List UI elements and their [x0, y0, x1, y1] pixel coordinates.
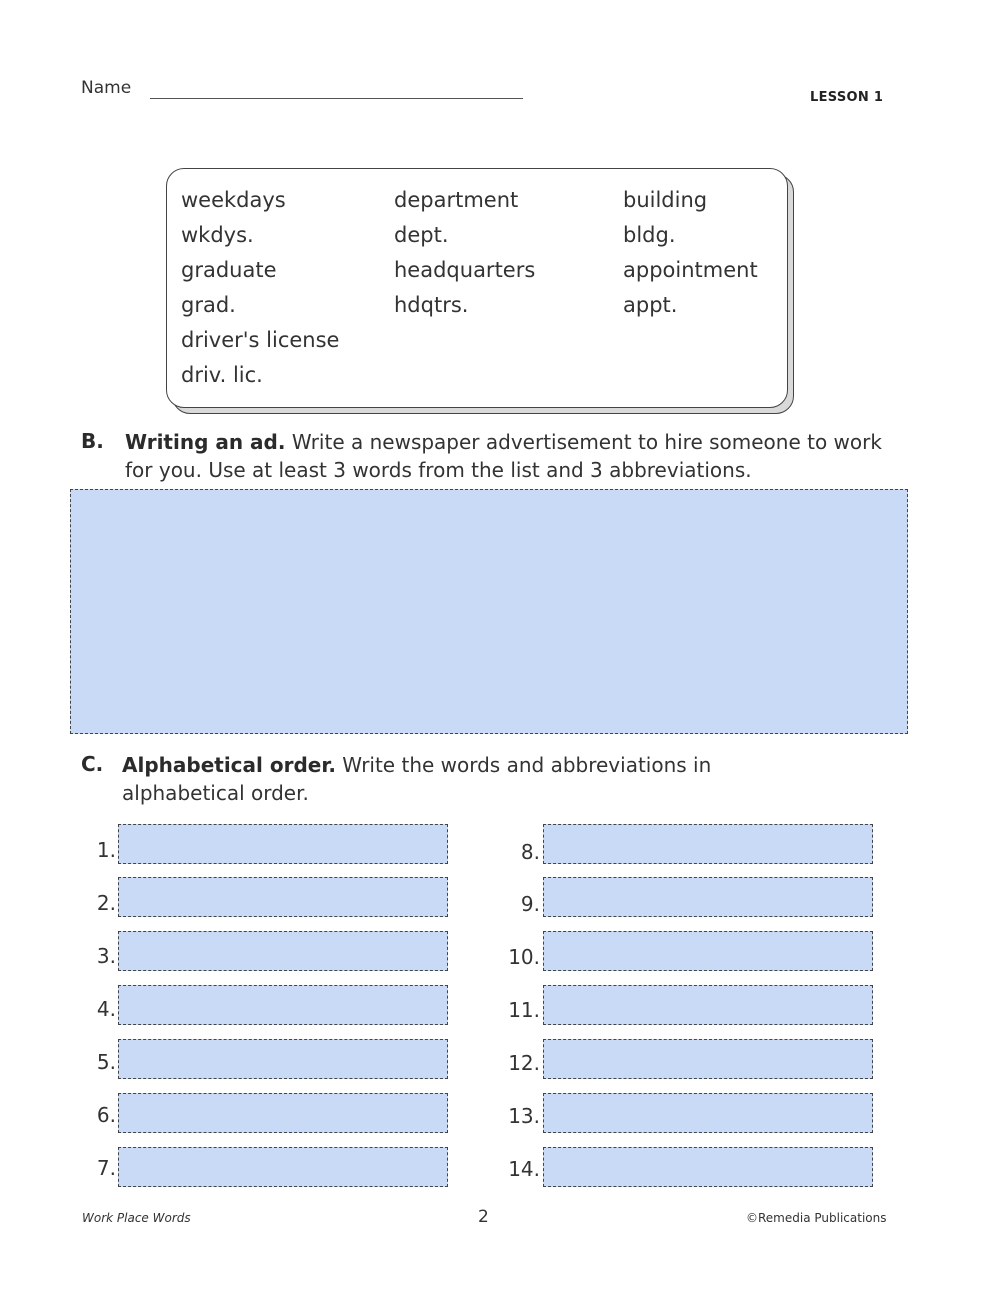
answer-number: 13. — [508, 1104, 540, 1128]
word-item: driv. lic. — [181, 363, 263, 387]
footer-copyright: ©Remedia Publications — [746, 1211, 887, 1225]
word-item: department — [394, 188, 519, 212]
word-item: hdqtrs. — [394, 293, 469, 317]
answer-field-14[interactable] — [543, 1147, 873, 1187]
section-c-letter: C. — [81, 752, 104, 776]
word-item: appt. — [623, 293, 678, 317]
answer-number: 4. — [96, 997, 116, 1021]
section-c-line1: Write the words and abbreviations in — [335, 753, 712, 777]
word-item: bldg. — [623, 223, 676, 247]
answer-field-11[interactable] — [543, 985, 873, 1025]
answer-number: 14. — [508, 1157, 540, 1181]
answer-number: 3. — [96, 944, 116, 968]
section-b-instructions — [125, 428, 925, 484]
word-item: appointment — [623, 258, 758, 282]
section-c-line2: alphabetical order. — [122, 781, 309, 805]
answer-field-4[interactable] — [118, 985, 448, 1025]
section-b-letter: B. — [81, 429, 104, 453]
section-c-instructions — [122, 751, 762, 807]
section-c-title: Alphabetical order. — [122, 753, 336, 777]
footer-book-title: Work Place Words — [82, 1211, 191, 1225]
answer-field-9[interactable] — [543, 877, 873, 917]
word-item: grad. — [181, 293, 236, 317]
name-label: Name — [81, 78, 132, 98]
word-item: wkdys. — [181, 223, 254, 247]
answer-number: 1. — [96, 838, 116, 862]
advertisement-answer-box[interactable] — [70, 489, 908, 734]
answer-field-13[interactable] — [543, 1093, 873, 1133]
page-number: 2 — [478, 1207, 489, 1227]
answer-number: 11. — [508, 998, 540, 1022]
answer-field-1[interactable] — [118, 824, 448, 864]
word-item: building — [623, 188, 708, 212]
answer-field-5[interactable] — [118, 1039, 448, 1079]
word-column-1 — [181, 183, 339, 393]
answer-field-6[interactable] — [118, 1093, 448, 1133]
answer-field-10[interactable] — [543, 931, 873, 971]
word-column-3 — [623, 183, 758, 323]
answer-field-7[interactable] — [118, 1147, 448, 1187]
answer-field-3[interactable] — [118, 931, 448, 971]
answer-number: 5. — [96, 1050, 116, 1074]
section-b-line1: Write a newspaper advertisement to hire someone to work — [285, 430, 882, 454]
word-item: graduate — [181, 258, 277, 282]
answer-number: 9. — [520, 892, 540, 916]
name-input-line[interactable] — [150, 98, 523, 99]
answer-number: 12. — [508, 1051, 540, 1075]
answer-field-12[interactable] — [543, 1039, 873, 1079]
section-b-line2: for you. Use at least 3 words from the list and 3 abbreviations. — [125, 458, 752, 482]
lesson-label: LESSON 1 — [810, 90, 884, 105]
answer-number: 10. — [508, 945, 540, 969]
word-item: weekdays — [181, 188, 286, 212]
word-item: dept. — [394, 223, 449, 247]
answer-number: 6. — [96, 1103, 116, 1127]
word-item: driver's license — [181, 328, 340, 352]
answer-field-2[interactable] — [118, 877, 448, 917]
answer-number: 2. — [96, 891, 116, 915]
answer-field-8[interactable] — [543, 824, 873, 864]
word-column-2 — [394, 183, 535, 323]
answer-number: 7. — [96, 1156, 116, 1180]
section-b-title: Writing an ad. — [125, 430, 286, 454]
answer-number: 8. — [520, 840, 540, 864]
word-item: headquarters — [394, 258, 536, 282]
